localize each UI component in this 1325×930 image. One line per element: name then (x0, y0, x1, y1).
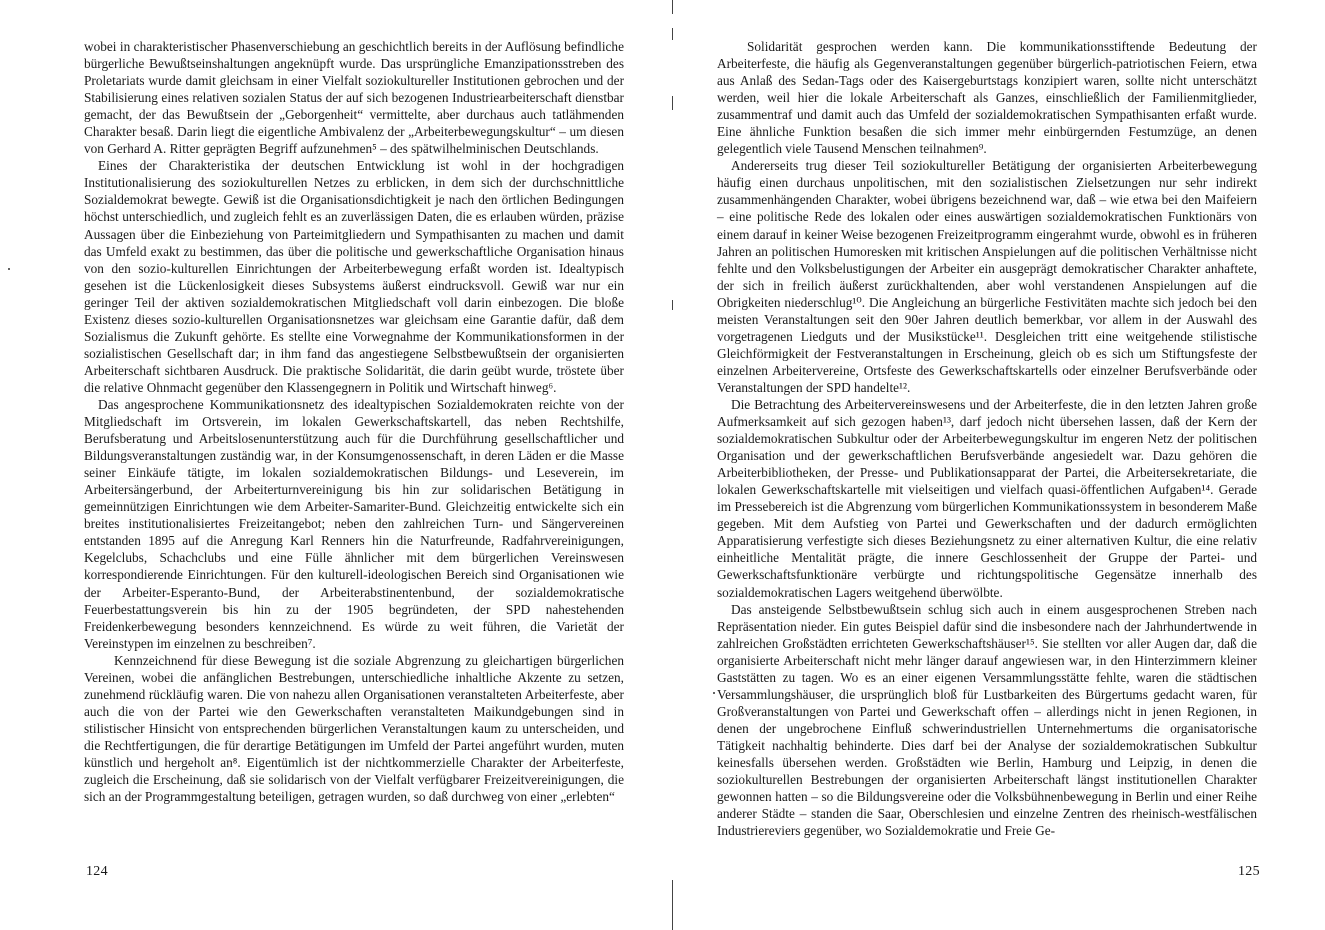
left-page-body (84, 38, 624, 805)
gutter-line (672, 300, 673, 310)
left-paragraph-4: Kennzeichnend für diese Bewegung ist die soziale Abgrenzung zu gleichartigen bürgerlichen Vereinen, wobei die anfänglichen Bestrebungen, unterschiedliche inhaltliche Akzente zu setzen, zunehmend rückläufig waren. Die von nahezu allen Organisationen veranstalteten Arbeiterfeste, aber auch die von der Partei wie den Gewerkschaften veranstalteten Maikundgebungen sind in stilistischer Hinsicht von entsprechenden bürgerlichen Veranstaltungen kaum zu unterscheiden, und die Rechtfertigungen, die für derartige Betätigungen im Umfeld der Partei angeführt wurden, muten künstlich und hergeholt an⁸. Eigentümlich ist der nichtkommerzielle Charakter der Arbeiterfeste, zugleich die Erscheinung, daß sie solidarisch von der Vielfalt verfügbarer Freizeitvereinigungen, die sich an der Programmgestaltung beteiligen, getragen wurden, so daß durchweg von einer „erlebten“ (84, 652, 624, 805)
gutter-line (672, 880, 673, 930)
right-paragraph-4: Das ansteigende Selbstbewußtsein schlug sich auch in einem ausgesprochenen Streben nach Repräsentation nieder. Ein gutes Beispiel dafür sind die insbesondere nach der Jahrhundertwende in zahlreichen Großstädten errichteten Gewerkschaftshäuser¹⁵. Sie stellten vor aller Augen dar, daß die organisierte Arbeiterschaft nicht mehr länger darauf angewiesen war, in den Hinterzimmern kleiner Gaststätten zu tagen. Wo es an einer eigenen Versammlungsstätte fehlte, waren die städtischen Versammlungshäuser, die ursprünglich bloß für Lustbarkeiten des Bürgertums gedacht waren, für Großveranstaltungen von Partei und Gewerkschaft offen – allerdings nicht in jenen Regionen, in denen der ungebrochene Einfluß schwerindustriellen Unternehmertums die organisatorische Tätigkeit nachhaltig behinderte. Dies darf bei der Analyse der sozialdemokratischen Subkultur keinesfalls übersehen werden. Großstädten wie Berlin, Hamburg und Leipzig, in denen die soziokulturellen Bestrebungen der organisierten Arbeiterschaft längst institutionellen Charakter gewonnen hatten – so die Bildungsvereine oder die Volksbühnenbewegung in Berlin und einer Reihe anderer Städte – standen die Saar, Oberschlesien und einzelne Zentren des rheinisch-westfälischen Industriereviers gegenüber, wo Sozialdemokratie und Freie Ge- (717, 601, 1257, 839)
gutter-line (672, 96, 673, 110)
scan-speck (713, 692, 715, 694)
left-paragraph-2: Eines der Charakteristika der deutschen Entwicklung ist wohl in der hochgradigen Institutionalisierung des soziokulturellen Netzes zu erblicken, in dem sich der durchschnittliche Sozialdemokrat bewegte. Gewiß ist die Organisationsdichtigkeit je nach den örtlichen Bedingungen höchst unterschiedlich, und zugleich fehlt es an zuverlässigen Daten, die es erlauben würden, präzise Aussagen über die Einbeziehung von Parteimitgliedern und Sympathisanten zu machen und damit das Umfeld exakt zu bestimmen, das über die politische und gewerkschaftliche Organisation hinaus von den sozio-kulturellen Einrichtungen der Arbeiterbewegung erfaßt worden ist. Idealtypisch gesehen ist die Lückenlosigkeit dieses Subsystems äußerst eindrucksvoll. Gewiß war nur ein geringer Teil der aktiven sozialdemokratischen Mitgliedschaft voll darin einbezogen. Die bloße Existenz dieses sozio-kulturellen Organisationsnetzes war gleichsam eine Garantie dafür, daß dem Sozialismus die Zukunft gehörte. Es stellte eine Vorwegnahme der Kommunikationsformen in der sozialistischen Gesellschaft dar; in ihm fand das angestiegene Selbstbewußtsein der organisierten Arbeiterschaft sichtbaren Ausdruck. Die praktische Solidarität, die darin geübt wurde, tröstete über die relative Ohnmacht gegenüber den Klassengegnern in Politik und Wirtschaft hinweg⁶. (84, 158, 624, 395)
scan-speck (8, 268, 10, 270)
right-paragraph-2: Andererseits trug dieser Teil soziokultureller Betätigung der organisierten Arbeiterbewegung häufig einen durchaus unpolitischen, mit den sozialistischen Zielsetzungen nur sehr indirekt zusammenhängenden Charakter, wobei übrigens bezeichnend war, daß – wie etwa bei den Maifeiern – eine politische Rede des lokalen oder eines auswärtigen sozialdemokratischen Funktionärs von einem darauf in keiner Weise bezogenen Freizeitprogramm eingerahmt wurde, obwohl es in früheren Jahren an politischen Humoresken mit kritischen Anspielungen auf die politischen Verhältnisse nicht fehlte und den Volksbelustigungen der Arbeiter ein ausgeprägt demokratischer Charakter anhaftete, der sich in freilich äußerst zurückhaltenden, aber wohl verstandenen Anspielungen auf die Obrigkeiten niederschlug¹⁰. Die Angleichung an bürgerliche Festivitäten machte sich jedoch bei den meisten Veranstaltungen seit den 90er Jahren deutlich bemerkbar, vor allem in der Auswahl des vorgetragenen Liedguts und der Musikstücke¹¹. Desgleichen tritt eine weitgehende stilistische Gleichförmigkeit der Festveranstaltungen in Erscheinung, gleich ob es sich um Stiftungsfeste der einzelnen Arbeitervereine, Ortsfeste des Gewerkschaftskartells oder einzelner Berufsverbände oder Veranstaltungen der SPD handelte¹². (717, 158, 1257, 395)
left-paragraph-1: wobei in charakteristischer Phasenverschiebung an geschichtlich bereits in der Auflösung befindliche bürgerliche Bewußtseinshaltungen angeknüpft wurde. Das ursprüngliche Emanzipationsstreben des Proletariats wurde damit gleichsam in einer Vielfalt soziokultureller Institutionen gebrochen und der Stabilisierung eines relativen sozialen Status der auf sich bezogenen Industriearbeiterschaft dienstbar gemacht, der das Bewußtsein der „Geborgenheit“ vermittelte, aber durchaus auch tatlähmenden Charakter besaß. Darin liegt die eigentliche Ambivalenz der „Arbeiterbewegungskultur“ – um diesen von Gerhard A. Ritter geprägten Begriff aufzunehmen⁵ – des spätwilhelminischen Deutschlands. (84, 39, 624, 157)
page-number-left: 124 (86, 864, 108, 879)
left-paragraph-3: Das angesprochene Kommunikationsnetz des idealtypischen Sozialdemokraten reichte von der Mitgliedschaft im Ortsverein, im lokalen Gewerkschaftskartell, das neben Rechtshilfe, Berufsberatung und Arbeitslosenunterstützung auch für die Durchführung gesellschaftlicher und Bildungsveranstaltungen zuständig war, in der Konsumgenossenschaft, in deren Läden er die Masse seiner Einkäufe tätigte, im lokalen sozialdemokratischen Bildungs- und Leseverein, im Arbeitersängerbund, der Arbeiterturnvereinigung bis hin zur solidarischen Betätigung in gemeinnützigen Einrichtungen wie dem Arbeiter-Samariter-Bund. Gleichzeitig entwickelte sich ein breites institutionalisiertes Freizeitangebot; neben den zahlreichen Turn- und Sängervereinen entstanden 1895 auf die Anregung Karl Renners hin die Naturfreunde, Radfahrvereinigungen, Kegelclubs, Schachclubs und eine Fülle ähnlicher mit dem bürgerlichen Vereinswesen korrespondierende Einrichtungen. Für den kulturell-ideologischen Bereich sind Organisationen wie der Arbeiter-Esperanto-Bund, der Arbeiterabstinentenbund, der sozialdemokratische Feuerbestattungsverein bis hin zu der 1905 begründeten, der SPD nahestehenden Freidenkerbewegung besonders kennzeichnend. Es würde zu weit führen, die Varietät der Vereinstypen im einzelnen zu beschreiben⁷. (84, 396, 624, 651)
gutter-line (672, 0, 673, 14)
right-paragraph-3: Die Betrachtung des Arbeitervereinswesens und der Arbeiterfeste, die in den letzten Jahren große Aufmerksamkeit auf sich gezogen haben¹³, darf jedoch nicht übersehen lassen, daß der Kern der sozialdemokratischen Subkultur oder der Arbeiterbewegungskultur im engeren Netz der politischen Organisation und der gewerkschaftlichen Berufsverbände angesiedelt war. Dazu gehören die Arbeiterbibliotheken, der Presse- und Publikationsapparat der Partei, die Arbeitersekretariate, die lokalen Gewerkschaftskartelle mit vielseitigen und vielfach quasi-öffentlichen Aufgaben¹⁴. Gerade im Pressebereich ist die Abgrenzung vom bürgerlichen Kommunikationssystem in besonderem Maße gegeben. Mit dem Aufstieg von Partei und Gewerkschaften und der dadurch ermöglichten Apparatisierung verfestigte sich dieses Beziehungsnetz zu einer alternativen Kultur, die eine relativ einheitliche Mentalität prägte, die innere Geschlossenheit der Gruppe der Partei- und Gewerkschaftsfunktionäre verbürgte und richtungspolitische Gegensätze innerhalb des sozialdemokratischen Lagers weitgehend überwölbte. (717, 396, 1257, 600)
right-page-body (717, 38, 1257, 839)
right-paragraph-1: Solidarität gesprochen werden kann. Die kommunikationsstiftende Bedeutung der Arbeiterfeste, die häufig als Gegenveranstaltungen gegenüber bürgerlich-patriotischen Feiern, etwa aus Anlaß des Sedan-Tags oder des Kaisergeburtstags konzipiert waren, sollte nicht unterschätzt werden, weil hier die lokale Arbeiterschaft als Ganzes, einschließlich der Familienmitglieder, zusammentraf und damit auch das Umfeld der sozialdemokratischen Sympathisanten erfaßt wurde. Eine ähnliche Funktion besaßen die sich immer mehr einbürgernden Festumzüge, an denen gelegentlich viele Tausend Menschen teilnahmen⁹. (717, 39, 1257, 157)
gutter-line (672, 28, 673, 40)
page-number-right: 125 (1238, 864, 1260, 879)
